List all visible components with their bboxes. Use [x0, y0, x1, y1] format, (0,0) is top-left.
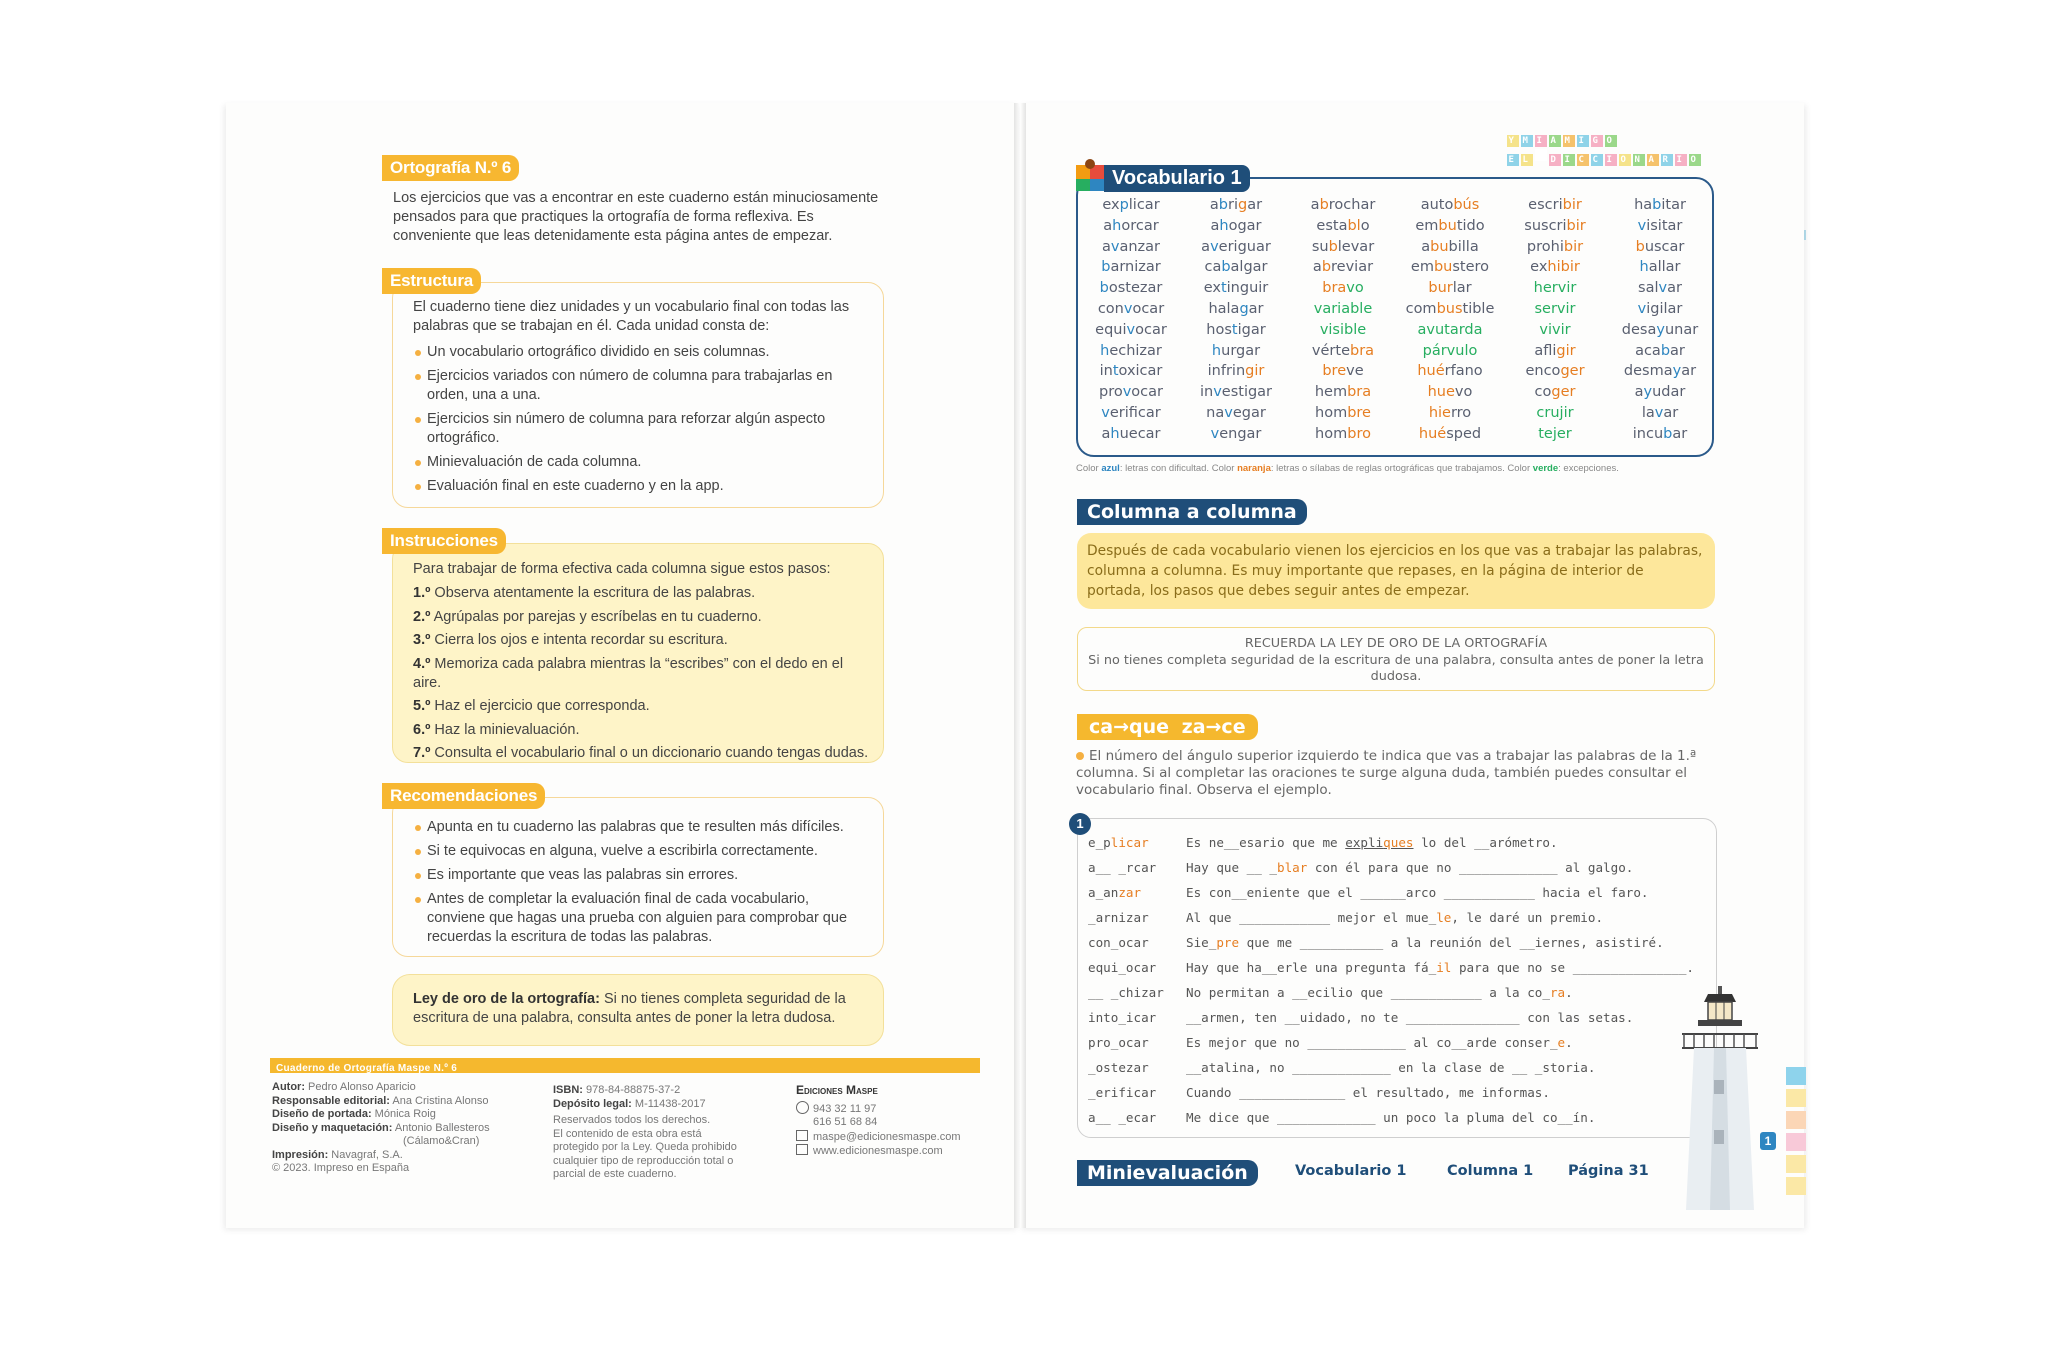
phone-icon: [796, 1101, 809, 1114]
credits-publisher: Ediciones Maspe 943 32 11 97 616 51 68 84 maspe@edicionesmaspe.com www.edicionesmaspe.com: [796, 1083, 961, 1157]
rule-tag: ca→que za→ce: [1077, 714, 1258, 740]
vocab-word: buscar: [1635, 238, 1685, 255]
vocab-word: servir: [1534, 300, 1576, 317]
credits-legal: ISBN: 978-84-88875-37-2 Depósito legal: M-11438-2017 Reservados todos los derechos. El contenido de esta obra está protegido por la Ley. Queda prohibido cualquier tipo de reproducción total o parcial de este cuaderno.: [553, 1084, 737, 1180]
vocab-word: afligir: [1534, 342, 1576, 359]
vocab-word: vértebra: [1311, 342, 1375, 359]
step-item: 3.º Cierra los ojos e intenta recordar su escritura.: [413, 632, 728, 648]
vocab-word: autobús: [1420, 197, 1480, 213]
vocab-word: exhibir: [1530, 259, 1580, 276]
vocab-word: suscribir: [1524, 217, 1586, 234]
vocab-word: párvulo: [1422, 342, 1478, 359]
vocab-word: bostezar: [1099, 280, 1163, 297]
exercise-row: _ostezar __atalina, no _____________ en la clase de __ _storia.: [1088, 1060, 1596, 1075]
vocab-word: ahorcar: [1103, 217, 1159, 234]
vocab-word: bravo: [1322, 280, 1364, 297]
series-bar: [270, 1058, 980, 1073]
footer-column: Columna 1: [1447, 1163, 1534, 1179]
vocab-word: avanzar: [1101, 238, 1161, 255]
vocab-word: encoger: [1525, 363, 1585, 380]
vocab-word: vivir: [1539, 321, 1571, 338]
ortografia-title: Ortografía N.º 6: [382, 155, 519, 181]
vocab-word: verificar: [1101, 404, 1161, 421]
ley-de-oro-reminder: [1077, 627, 1715, 691]
list-item: Apunta en tu cuaderno las palabras que te resulten más difíciles.: [413, 818, 868, 837]
vocab-word: breve: [1322, 363, 1364, 380]
vocab-word: hechizar: [1100, 342, 1162, 359]
exercise-row: __ _chizar No permitan a __ecilio que ____________ a la co_ra.: [1088, 985, 1573, 1000]
columna-a-columna-title: Columna a columna: [1077, 499, 1307, 525]
list-item: Minievaluación de cada columna.: [413, 453, 868, 472]
step-item: 2.º Agrúpalas por parejas y escríbelas en tu cuaderno.: [413, 608, 762, 625]
ley-de-oro-box: [392, 974, 884, 1046]
color-legend: Color azul: letras con dificultad. Color naranja: letras o sílabas de reglas ortográficas que trabajamos. Color verde: excepciones.: [1076, 463, 1619, 474]
vocab-word: embutido: [1415, 217, 1485, 234]
vocab-word: visitar: [1637, 217, 1683, 234]
vocab-word: navegar: [1206, 404, 1266, 421]
exercise-row: con_ocar Sie_pre que me ___________ a la reunión del __iernes, asistiré.: [1088, 935, 1664, 950]
vocab-word: burlar: [1428, 280, 1472, 297]
exercise-row: a_anzar Es con__eniente que el ______arco ____________ hacia el faro.: [1088, 885, 1649, 900]
vocab-column-5: [1505, 195, 1605, 445]
footer-vocabulary: Vocabulario 1: [1295, 1163, 1407, 1179]
exercise-row: _erificar Cuando ______________ el resultado, me informas.: [1088, 1085, 1550, 1100]
mi-amigo-el-diccionario-logo: Y M I A M I G O E L D I C C I O N A R I O: [1508, 136, 1700, 165]
vocab-word: abrigar: [1209, 197, 1263, 213]
vocab-word: halagar: [1208, 300, 1264, 317]
vocab-word: hostigar: [1206, 321, 1266, 338]
publisher-name: Ediciones Maspe: [796, 1083, 878, 1097]
footer-page-number: Página 31: [1568, 1163, 1649, 1179]
vocab-word: equivocar: [1095, 321, 1167, 338]
step-item: 1.º Observa atentamente la escritura de las palabras.: [413, 585, 756, 601]
instrucciones-title: Instrucciones: [382, 528, 506, 554]
vocab-word: escribir: [1528, 197, 1582, 213]
vocab-word: incubar: [1632, 425, 1688, 442]
vocab-column-1: [1081, 195, 1181, 445]
vocab-word: hallar: [1639, 259, 1681, 276]
exercise-row: _arnizar Al que ____________ mejor el mue_le, le daré un premio.: [1088, 910, 1604, 925]
vocab-word: combustible: [1405, 300, 1495, 317]
list-item: Si te equivocas en alguna, vuelve a escribirla correctamente.: [413, 842, 868, 861]
vocab-word: lavar: [1641, 404, 1679, 421]
exercise-row: a__ _ecar Me dice que _____________ un poco la pluma del co__ín.: [1088, 1110, 1596, 1125]
vocabulary-title: Vocabulario 1: [1104, 165, 1250, 192]
exercise-row: e_plicar Es ne__esario que me expliques lo del __arómetro.: [1088, 835, 1558, 850]
vocab-word: convocar: [1097, 300, 1165, 317]
vocab-word: abreviar: [1312, 259, 1374, 276]
vocab-word: ahogar: [1210, 217, 1262, 234]
vocab-word: visible: [1319, 321, 1367, 338]
vocab-word: hervir: [1533, 280, 1577, 297]
vocab-word: variable: [1313, 300, 1373, 317]
vocab-word: hierro: [1428, 404, 1472, 421]
list-item: Ejercicios sin número de columna para reforzar algún aspecto ortográfico.: [413, 410, 868, 448]
list-item: Antes de completar la evaluación final de cada vocabulario, conviene que hagas una prueba con alguien para comprobar que recuerdas la escritura de todas las palabras.: [413, 890, 868, 947]
unit-tab-number: 1: [1760, 1132, 1776, 1150]
vocab-word: averiguar: [1201, 238, 1271, 255]
vocab-word: barnizar: [1101, 259, 1161, 276]
web-icon: [796, 1144, 808, 1155]
tab[interactable]: [1786, 1133, 1806, 1151]
vocab-word: sublevar: [1311, 238, 1375, 255]
vocab-word: ayudar: [1634, 384, 1686, 401]
vocab-word: investigar: [1199, 384, 1273, 401]
vocab-word: establo: [1316, 217, 1370, 234]
vocab-word: habitar: [1634, 197, 1686, 213]
vocab-word: ahuecar: [1101, 425, 1161, 442]
vocab-word: hombro: [1315, 425, 1371, 442]
vocab-word: desmayar: [1623, 363, 1697, 380]
tab[interactable]: [1786, 1111, 1806, 1129]
series-label: Cuaderno de Ortografía Maspe N.º 6: [276, 1063, 458, 1074]
credits-authors: Autor: Pedro Alonso Aparicio Responsable editorial: Ana Cristina Alonso Diseño de portada: Mónica Roig Diseño y maquetación: Antonio Ballesteros (Cálamo&Cran) Impresión: Navagraf, S.A. © 2023. Impreso en España: [272, 1081, 490, 1174]
vocab-word: prohibir: [1526, 238, 1584, 255]
step-item: 5.º Haz el ejercicio que corresponda.: [413, 698, 650, 714]
vocab-word: avutarda: [1417, 321, 1483, 338]
step-item: 4.º Memoriza cada palabra mientras la “escribes” con el dedo en el aire.: [413, 655, 844, 691]
vocab-word: vengar: [1210, 425, 1262, 442]
list-item: Es importante que veas las palabras sin errores.: [413, 866, 868, 885]
vocab-word: huérfano: [1417, 363, 1483, 380]
reminder-text: Si no tienes completa seguridad de la escritura de una palabra, consulta antes de poner la letra dudosa.: [1088, 652, 1704, 684]
vocab-column-2: [1186, 195, 1286, 445]
exercise-number: 1: [1069, 813, 1091, 835]
lighthouse-illustration: [1670, 980, 1770, 1210]
vocab-word: desayunar: [1621, 321, 1699, 338]
vocab-word: explicar: [1102, 197, 1160, 213]
columna-a-columna-text: Después de cada vocabulario vienen los ejercicios en los que vas a trabajar las palabras, columna a columna. Es muy importante que repases, en la página de interior de portada, los pasos que debes seguir antes de empezar.: [1077, 533, 1715, 609]
step-item: 6.º Haz la minievaluación.: [413, 721, 580, 738]
tab[interactable]: [1786, 1177, 1806, 1195]
minievaluacion-title: Minievaluación: [1077, 1160, 1258, 1186]
vocab-column-4: [1400, 195, 1500, 445]
vocab-column-6: [1610, 195, 1710, 445]
vocab-word: hurgar: [1211, 342, 1261, 359]
vocab-word: intoxicar: [1099, 363, 1163, 380]
recomendaciones-box: [392, 797, 884, 957]
book-spine: [1014, 103, 1026, 1228]
vocab-word: hembra: [1314, 384, 1372, 401]
vocab-word: abrochar: [1310, 197, 1376, 213]
vocab-word: huevo: [1427, 384, 1473, 401]
vocab-word: hombre: [1315, 404, 1371, 421]
vocab-word: embustero: [1410, 259, 1490, 276]
vocab-word: huésped: [1418, 425, 1482, 442]
list-item: Ejercicios variados con número de columna para trabajarlas en orden, una a una.: [413, 367, 868, 405]
reminder-title: RECUERDA LA LEY DE ORO DE LA ORTOGRAFÍA: [1244, 636, 1548, 651]
vocab-word: salvar: [1638, 280, 1682, 297]
vocab-word: provocar: [1098, 384, 1163, 401]
list-item: Evaluación final en este cuaderno y en la app.: [413, 477, 868, 496]
instrucciones-intro: Para trabajar de forma efectiva cada columna sigue estos pasos:: [413, 561, 831, 577]
vocab-word: acabar: [1635, 342, 1685, 359]
vocab-word: tejer: [1538, 425, 1572, 442]
step-item: 7.º Consulta el vocabulario final o un diccionario cuando tengas dudas.: [413, 745, 869, 761]
ley-de-oro-text: Ley de oro de la ortografía: Si no tienes completa seguridad de la escritura de una palabra, consulta antes de poner la letra dudosa.: [413, 991, 846, 1026]
exercise-intro: El número del ángulo superior izquierdo te indica que vas a trabajar las palabras de la 1.ª columna. Si al completar las oraciones te surge alguna duda, también puedes consultar el vocabulario final. Observa el ejemplo.: [1076, 748, 1716, 799]
ortografia-text: Los ejercicios que vas a encontrar en este cuaderno están minuciosamente pensados para que practiques la ortografía de forma reflexiva. Es conveniente que leas detenidamente esta página antes de empezar.: [393, 190, 879, 244]
exercise-row: pro_ocar Es mejor que no _____________ al co__arde conser_e.: [1088, 1035, 1573, 1050]
estructura-intro: El cuaderno tiene diez unidades y un vocabulario final con todas las palabras que se trabajan en él. Cada unidad consta de:: [413, 299, 850, 334]
tab[interactable]: [1786, 1155, 1806, 1173]
vocab-word: vigilar: [1637, 300, 1683, 317]
estructura-list: [413, 343, 868, 501]
tab[interactable]: [1786, 1089, 1806, 1107]
vocab-word: infringir: [1207, 363, 1265, 380]
exercise-row: equi_ocar Hay que ha__erle una pregunta fá_il para que no se _______________.: [1088, 960, 1695, 975]
exercise-row: into_icar __armen, ten __uidado, no te _______________ con las setas.: [1088, 1010, 1634, 1025]
vocab-word: abubilla: [1421, 238, 1479, 255]
recomendaciones-title: Recomendaciones: [382, 783, 545, 809]
recomendaciones-list: [413, 818, 868, 952]
vocab-word: extinguir: [1203, 280, 1269, 297]
estructura-title: Estructura: [382, 268, 481, 294]
exercise-row: a__ _rcar Hay que __ _blar con él para que no _____________ al galgo.: [1088, 860, 1634, 875]
estructura-box: [392, 282, 884, 508]
vocab-word: coger: [1534, 384, 1576, 401]
vocab-word: cabalgar: [1204, 259, 1268, 276]
vocab-word: crujir: [1536, 404, 1574, 421]
vocab-column-3: [1293, 195, 1393, 445]
email-icon: [796, 1130, 808, 1141]
list-item: Un vocabulario ortográfico dividido en seis columnas.: [413, 343, 868, 362]
instrucciones-box: [392, 543, 884, 763]
instrucciones-steps: [413, 584, 873, 768]
tab[interactable]: [1786, 1067, 1806, 1085]
